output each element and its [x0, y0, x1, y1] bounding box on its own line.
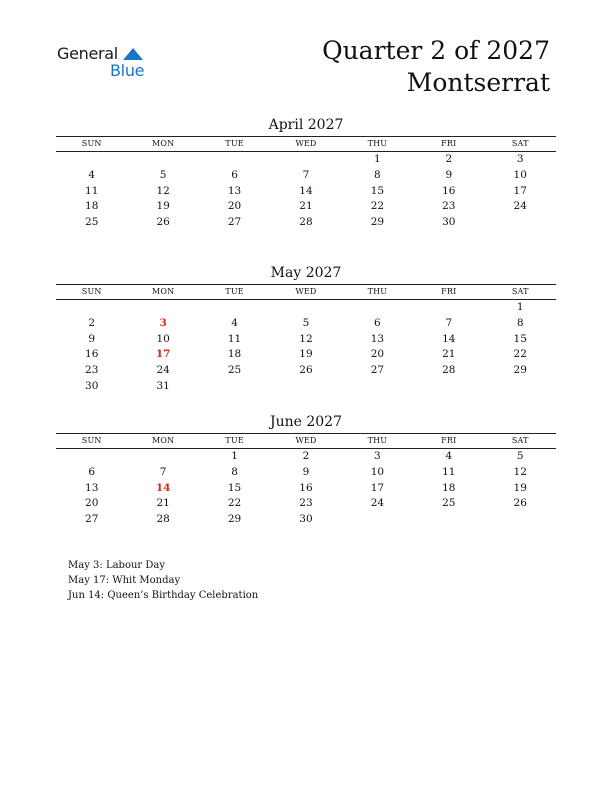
month-title: April 2027	[268, 117, 344, 133]
weekday-label: MON	[151, 287, 175, 296]
day-cell: 15	[227, 481, 242, 494]
weekday-label: SUN	[81, 139, 102, 148]
weekday-label: SAT	[511, 436, 529, 445]
weekday-header-row	[56, 136, 556, 152]
holiday-day-cell: 14	[155, 481, 171, 494]
weekday-label: TUE	[225, 287, 244, 296]
week-row	[56, 481, 556, 497]
day-cell: 19	[513, 481, 527, 494]
week-row	[56, 363, 556, 379]
day-cell: 22	[370, 200, 385, 213]
day-cell: 5	[159, 168, 167, 181]
day-cell: 16	[85, 348, 99, 361]
holiday-day-cell: 17	[155, 348, 171, 361]
empty-day-cell	[127, 152, 198, 168]
day-cell: 5	[302, 316, 310, 329]
empty-day-cell	[199, 300, 270, 316]
day-cell: 20	[85, 497, 99, 510]
week-row	[56, 332, 556, 348]
week-row	[56, 199, 556, 215]
day-cell: 29	[513, 364, 527, 377]
empty-day-cell	[199, 379, 270, 395]
week-row	[56, 512, 556, 528]
day-cell: 6	[374, 316, 381, 329]
month-calendar-april	[56, 116, 556, 231]
day-cell: 29	[227, 513, 242, 526]
day-cell: 6	[88, 465, 96, 478]
day-cell: 9	[88, 332, 96, 345]
empty-day-cell	[485, 215, 556, 231]
day-cell: 2	[445, 153, 453, 165]
weekday-label: WED	[295, 139, 317, 148]
day-cell: 8	[374, 168, 381, 181]
week-row	[56, 300, 556, 316]
day-cell: 28	[156, 513, 170, 526]
day-cell: 14	[299, 184, 313, 197]
day-cell: 30	[299, 513, 313, 526]
week-row	[56, 496, 556, 512]
day-cell: 9	[445, 168, 453, 181]
day-cell: 17	[513, 184, 527, 197]
day-cell: 7	[159, 465, 167, 478]
day-cell: 28	[442, 364, 456, 377]
day-cell: 18	[227, 348, 242, 361]
holiday-notes	[68, 558, 258, 603]
day-cell: 23	[299, 497, 313, 510]
holiday-note: Jun 14: Queen’s Birthday Celebration	[68, 590, 259, 601]
holiday-day-cell: 3	[159, 316, 167, 329]
day-cell: 27	[227, 216, 242, 229]
week-row	[56, 184, 556, 200]
logo-triangle-icon	[123, 46, 145, 62]
weekday-label: SUN	[81, 287, 102, 296]
day-cell: 8	[231, 465, 238, 478]
generalblue-logo	[57, 44, 157, 80]
day-cell: 27	[85, 513, 99, 526]
day-cell: 11	[442, 465, 456, 478]
day-cell: 10	[370, 465, 385, 478]
empty-day-cell	[270, 379, 341, 395]
week-row	[56, 449, 556, 465]
weekday-label: WED	[295, 287, 317, 296]
empty-day-cell	[413, 379, 484, 395]
day-cell: 8	[516, 316, 524, 329]
empty-day-cell	[199, 152, 270, 168]
day-cell: 13	[227, 184, 242, 197]
day-cell: 2	[302, 450, 310, 462]
month-calendar-may	[56, 264, 556, 395]
day-cell: 12	[513, 465, 527, 478]
week-row	[56, 465, 556, 481]
weekday-label: FRI	[441, 287, 457, 296]
day-cell: 24	[156, 364, 170, 377]
day-cell: 26	[299, 364, 313, 377]
day-cell: 26	[156, 216, 170, 229]
day-cell: 5	[516, 450, 524, 462]
day-cell: 21	[442, 348, 456, 361]
day-cell: 3	[516, 153, 524, 165]
day-cell: 31	[156, 379, 170, 392]
day-cell: 26	[513, 497, 527, 510]
day-cell: 23	[85, 364, 99, 377]
empty-day-cell	[270, 300, 341, 316]
day-cell: 7	[302, 168, 310, 181]
empty-day-cell	[127, 449, 198, 465]
day-cell: 1	[374, 153, 381, 165]
weekday-label: FRI	[441, 436, 457, 445]
page-subtitle: Montserrat	[406, 68, 550, 97]
weekday-header-row	[56, 284, 556, 300]
week-row	[56, 152, 556, 168]
day-cell: 19	[299, 348, 313, 361]
day-cell: 1	[516, 301, 524, 313]
weekday-label: SUN	[81, 436, 102, 445]
day-cell: 21	[299, 200, 313, 213]
day-cell: 30	[85, 379, 99, 392]
week-row	[56, 379, 556, 395]
day-cell: 16	[442, 184, 456, 197]
day-cell: 25	[442, 497, 456, 510]
week-row	[56, 347, 556, 363]
day-cell: 25	[227, 364, 242, 377]
day-cell: 20	[370, 348, 385, 361]
weekday-header-row	[56, 433, 556, 449]
empty-day-cell	[270, 152, 341, 168]
day-cell: 4	[231, 316, 238, 329]
day-cell: 15	[370, 184, 385, 197]
day-cell: 3	[374, 450, 381, 462]
empty-day-cell	[485, 379, 556, 395]
day-cell: 1	[231, 450, 238, 462]
month-calendar-june	[56, 413, 556, 528]
day-cell: 22	[513, 348, 527, 361]
weekday-label: TUE	[225, 436, 244, 445]
empty-day-cell	[56, 152, 127, 168]
weekday-label: MON	[151, 139, 175, 148]
day-cell: 17	[370, 481, 385, 494]
weekday-label: SAT	[511, 139, 529, 148]
weekday-label: THU	[367, 139, 388, 148]
empty-day-cell	[413, 300, 484, 316]
day-cell: 27	[370, 364, 385, 377]
empty-day-cell	[485, 512, 556, 528]
day-cell: 21	[156, 497, 170, 510]
day-cell: 4	[88, 168, 96, 181]
day-cell: 11	[227, 332, 242, 345]
weekday-label: THU	[367, 287, 388, 296]
day-cell: 6	[231, 168, 238, 181]
empty-day-cell	[56, 449, 127, 465]
day-cell: 20	[227, 200, 242, 213]
week-row	[56, 168, 556, 184]
day-cell: 10	[156, 332, 170, 345]
day-cell: 11	[85, 184, 99, 197]
logo-text-general: General	[57, 44, 118, 63]
day-cell: 18	[442, 481, 456, 494]
day-cell: 7	[445, 316, 453, 329]
month-title: May 2027	[270, 265, 342, 281]
empty-day-cell	[342, 512, 413, 528]
weekday-label: WED	[295, 436, 317, 445]
empty-day-cell	[127, 300, 198, 316]
day-cell: 18	[85, 200, 99, 213]
day-cell: 12	[156, 184, 170, 197]
weekday-label: SAT	[511, 287, 529, 296]
day-cell: 24	[370, 497, 385, 510]
logo-text-blue: Blue	[110, 61, 145, 80]
day-cell: 25	[85, 216, 99, 229]
week-row	[56, 215, 556, 231]
day-cell: 28	[299, 216, 313, 229]
holiday-note: May 3: Labour Day	[68, 560, 165, 571]
day-cell: 19	[156, 200, 170, 213]
day-cell: 15	[513, 332, 527, 345]
weekday-label: TUE	[225, 139, 244, 148]
day-cell: 12	[299, 332, 313, 345]
day-cell: 13	[370, 332, 385, 345]
empty-day-cell	[342, 300, 413, 316]
week-row	[56, 316, 556, 332]
weekday-label: MON	[151, 436, 175, 445]
day-cell: 9	[302, 465, 310, 478]
month-title: June 2027	[269, 414, 342, 430]
day-cell: 4	[445, 450, 453, 462]
holiday-note: May 17: Whit Monday	[68, 575, 181, 586]
day-cell: 23	[442, 200, 456, 213]
day-cell: 10	[513, 168, 527, 181]
day-cell: 30	[442, 216, 456, 229]
empty-day-cell	[413, 512, 484, 528]
weekday-label: FRI	[441, 139, 457, 148]
day-cell: 2	[88, 316, 96, 329]
day-cell: 24	[513, 200, 527, 213]
day-cell: 13	[85, 481, 99, 494]
day-cell: 14	[442, 332, 456, 345]
page-title: Quarter 2 of 2027	[322, 36, 550, 65]
empty-day-cell	[342, 379, 413, 395]
weekday-label: THU	[367, 436, 388, 445]
empty-day-cell	[56, 300, 127, 316]
day-cell: 29	[370, 216, 385, 229]
day-cell: 16	[299, 481, 313, 494]
day-cell: 22	[227, 497, 242, 510]
